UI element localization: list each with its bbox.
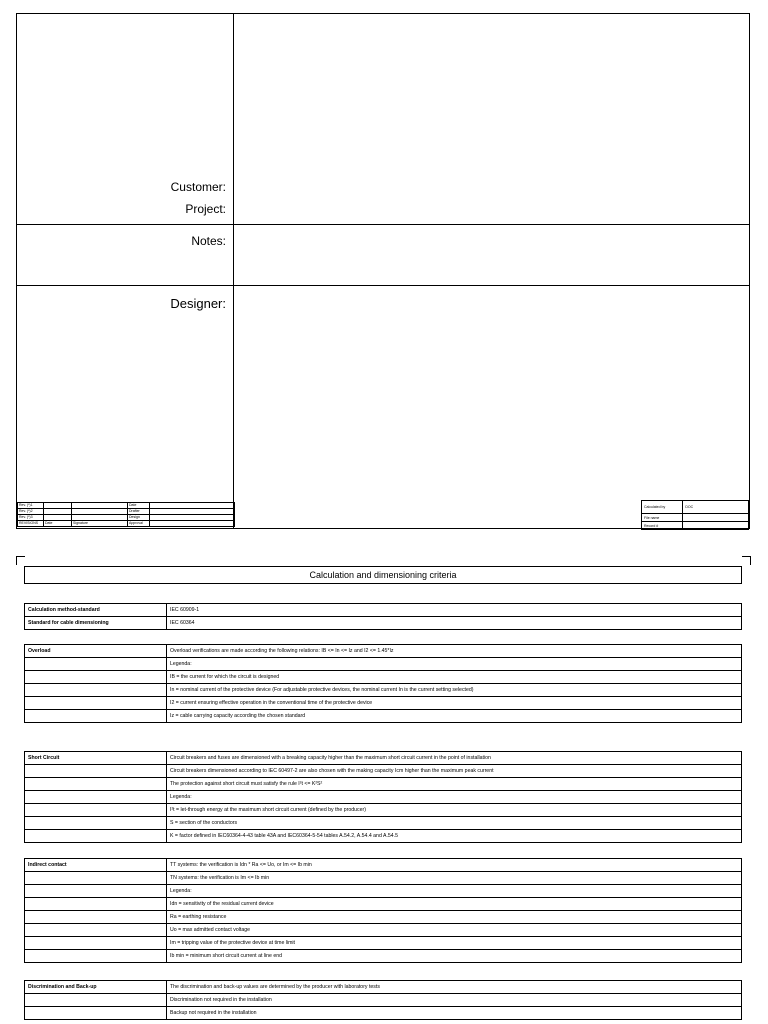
criteria-value: TN systems: the verification is Im <= Ib min	[167, 872, 742, 885]
criteria-value: In = nominal current of the protective device (For adjustable protective devices, the nominal current In is the current setting selected)	[167, 684, 742, 697]
criteria-key: Indirect contact	[25, 859, 167, 872]
criteria-row	[25, 859, 742, 872]
criteria-key	[25, 658, 167, 671]
criteria-key	[25, 804, 167, 817]
criteria-value: TT systems: the verification is Idn * Ra <= Uo, or Im <= Ib min	[167, 859, 742, 872]
criteria-key	[25, 994, 167, 1007]
criteria-row	[25, 1007, 742, 1020]
criteria-value: IEC 60909-1	[167, 604, 742, 617]
criteria-row	[25, 778, 742, 791]
indirect-contact-table	[24, 858, 742, 963]
criteria-key	[25, 697, 167, 710]
criteria-value: I²t = let-through energy at the maximum short circuit current (defined by the producer)	[167, 804, 742, 817]
criteria-key	[25, 684, 167, 697]
criteria-value: IEC 60364	[167, 617, 742, 630]
revision-row	[18, 521, 235, 527]
criteria-row	[25, 830, 742, 843]
criteria-key	[25, 778, 167, 791]
criteria-value: I2 = current ensuring effective operation in the conventional time of the protective device	[167, 697, 742, 710]
title-block-label: Calculated by	[642, 501, 683, 514]
criteria-row	[25, 684, 742, 697]
criteria-value: Overload verifications are made according the following relations: IB <= In <= Iz and I2 <= 1.45*Iz	[167, 645, 742, 658]
criteria-key: Calculation method-standard	[25, 604, 167, 617]
criteria-row	[25, 791, 742, 804]
criteria-key	[25, 791, 167, 804]
criteria-value: IB = the current for which the circuit is designed	[167, 671, 742, 684]
revision-cell: Date	[128, 503, 150, 509]
criteria-key: Standard for cable dimensioning	[25, 617, 167, 630]
title-block-row	[642, 501, 749, 514]
corner-mark-left	[16, 556, 25, 565]
criteria-key	[25, 872, 167, 885]
criteria-key	[25, 830, 167, 843]
criteria-value: The protection against short circuit must satisfy the rule I²t <= K²S²	[167, 778, 742, 791]
criteria-row	[25, 645, 742, 658]
criteria-value: Circuit breakers dimensioned according to IEC 60497-2 are also chosen with the making capacity Icm higher than the maximum peak current	[167, 765, 742, 778]
criteria-title: Calculation and dimensioning criteria	[24, 566, 742, 584]
title-block-value	[683, 522, 749, 530]
overload-table	[24, 644, 742, 723]
criteria-value: Uo = max admitted contact voltage	[167, 924, 742, 937]
criteria-value: S = section of the conductors	[167, 817, 742, 830]
revision-block	[17, 502, 235, 527]
criteria-value: Iz = cable carrying capacity according the chosen standard	[167, 710, 742, 723]
criteria-row	[25, 604, 742, 617]
revision-cell: Design	[128, 515, 150, 521]
criteria-value: The discrimination and back-up values are determined by the producer with laboratory tests	[167, 981, 742, 994]
criteria-value: Im = tripping value of the protective device at time limit	[167, 937, 742, 950]
revision-cell: Rev. (*)3	[18, 515, 44, 521]
revision-cell	[150, 521, 235, 527]
customer-label: Customer:	[170, 180, 226, 194]
criteria-row	[25, 994, 742, 1007]
cover-sheet	[16, 13, 750, 529]
corner-mark-right	[742, 556, 751, 565]
cover-row-divider	[17, 224, 749, 225]
criteria-value: Circuit breakers and fuses are dimensioned with a breaking capacity higher than the maximum short circuit current in the point of installation	[167, 752, 742, 765]
criteria-key	[25, 950, 167, 963]
criteria-row	[25, 617, 742, 630]
criteria-key: Overload	[25, 645, 167, 658]
criteria-row	[25, 981, 742, 994]
criteria-value: Idn = sensitivity of the residual current device	[167, 898, 742, 911]
criteria-row	[25, 885, 742, 898]
title-block	[641, 500, 749, 530]
revision-cell: Approval	[128, 521, 150, 527]
criteria-key	[25, 898, 167, 911]
revision-cell: REVISIONS	[18, 521, 44, 527]
criteria-row	[25, 937, 742, 950]
criteria-value: Backup not required in the installation	[167, 1007, 742, 1020]
short-circuit-table	[24, 751, 742, 843]
criteria-value: Ra = earthing resistance	[167, 911, 742, 924]
criteria-key	[25, 817, 167, 830]
notes-label: Notes:	[191, 234, 226, 248]
criteria-key: Short Circuit	[25, 752, 167, 765]
project-label: Project:	[185, 202, 226, 216]
revision-cell: Signature	[72, 521, 128, 527]
discrimination-table	[24, 980, 742, 1020]
general-table	[24, 603, 742, 630]
criteria-value: Ib min = minimum short circuit current at line end	[167, 950, 742, 963]
criteria-value: Legenda:	[167, 885, 742, 898]
criteria-key	[25, 911, 167, 924]
cover-row-divider	[17, 285, 749, 286]
criteria-row	[25, 765, 742, 778]
revision-cell: Date	[44, 521, 72, 527]
title-block-value	[683, 514, 749, 522]
criteria-key	[25, 885, 167, 898]
criteria-row	[25, 804, 742, 817]
designer-label: Designer:	[170, 296, 226, 311]
criteria-key	[25, 1007, 167, 1020]
criteria-value: Discrimination not required in the installation	[167, 994, 742, 1007]
criteria-key	[25, 710, 167, 723]
criteria-key	[25, 765, 167, 778]
criteria-value: Legenda:	[167, 658, 742, 671]
criteria-row	[25, 671, 742, 684]
criteria-row	[25, 658, 742, 671]
cover-divider	[233, 14, 234, 528]
title-block-row	[642, 522, 749, 530]
revision-cell: Rev. (*)2	[18, 509, 44, 515]
criteria-row	[25, 817, 742, 830]
criteria-value: Legenda:	[167, 791, 742, 804]
revision-cell: Drafter	[128, 509, 150, 515]
criteria-row	[25, 752, 742, 765]
title-block-label: File name	[642, 514, 683, 522]
criteria-row	[25, 911, 742, 924]
criteria-key	[25, 924, 167, 937]
criteria-key	[25, 671, 167, 684]
criteria-row	[25, 950, 742, 963]
criteria-row	[25, 872, 742, 885]
criteria-key	[25, 937, 167, 950]
criteria-key: Discrimination and Back-up	[25, 981, 167, 994]
title-block-label: Record #	[642, 522, 683, 530]
criteria-row	[25, 697, 742, 710]
revision-cell: Rev. (*)1	[18, 503, 44, 509]
criteria-row	[25, 924, 742, 937]
title-block-value: DOC	[683, 501, 749, 514]
criteria-row	[25, 898, 742, 911]
criteria-row	[25, 710, 742, 723]
title-block-row	[642, 514, 749, 522]
criteria-value: K = factor defined in IEC60364-4-43 table 43A and IEC60364-5-54 tables A.54.2, A.54.4 and A.54.5	[167, 830, 742, 843]
